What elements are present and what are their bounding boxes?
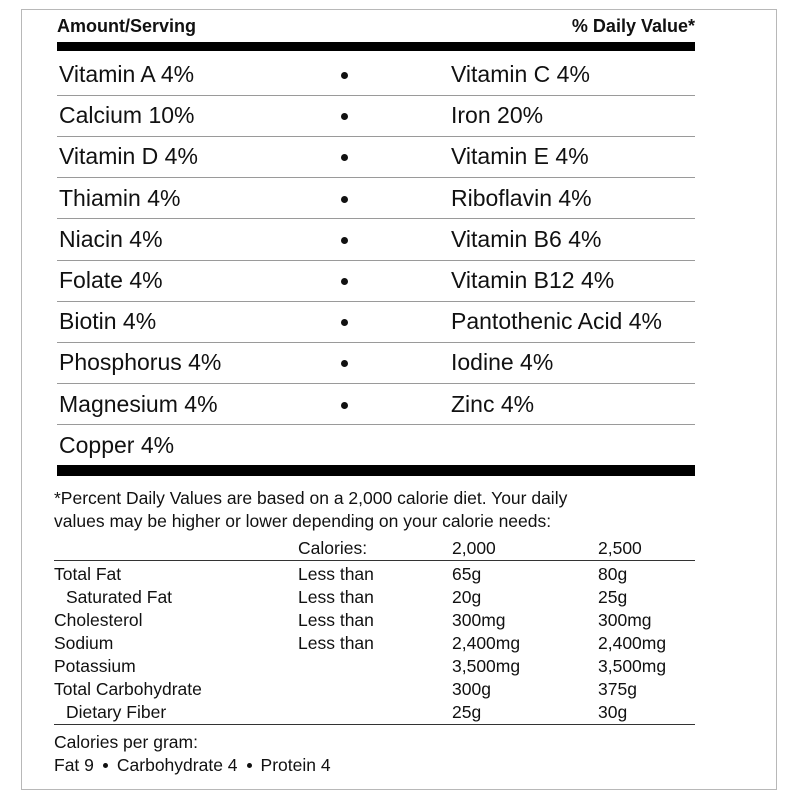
table-row [54,655,704,678]
bullet-icon [341,278,348,285]
nutrient-name: Total Carbohydrate [54,679,202,699]
value-2500: 300mg [598,610,652,630]
nutrient-name: Potassium [54,656,136,676]
vitamin-left-value: Thiamin 4% [59,184,181,211]
vitamin-row [57,301,695,342]
table-row [54,609,704,632]
nutrient-name: Cholesterol [54,610,143,630]
mid-thick-bar [57,465,695,476]
nutrient-qualifier: Less than [298,610,374,630]
vitamin-right-value: Vitamin B6 4% [451,225,602,252]
amount-serving-heading: Amount/Serving [57,16,197,36]
vitamin-right-value: Iron 20% [451,102,544,129]
vitamin-right-value: Pantothenic Acid 4% [451,308,662,335]
footnote-line-2: values may be higher or lower depending on your calorie needs: [54,511,552,531]
vitamin-right-value: Zinc 4% [451,390,535,417]
table-divider-bottom [54,724,695,725]
calories-per-gram-values [54,754,704,777]
vitamin-left-value: Phosphorus 4% [59,349,222,376]
value-2000: 2,400mg [452,633,521,653]
daily-value-footnote [54,487,704,533]
vitamin-right-value: Iodine 4% [451,349,554,376]
bullet-icon [341,360,348,367]
nutrient-name: Saturated Fat [66,587,173,607]
value-2500: 375g [598,679,637,699]
bullet-icon [341,402,348,409]
col-2500-header: 2,500 [598,538,642,558]
bullet-icon [341,154,348,161]
table-divider-top [54,560,695,561]
vitamin-left-value: Vitamin D 4% [59,143,198,170]
nutrient-name: Dietary Fiber [66,702,167,722]
table-row [54,632,704,655]
nutrient-name: Sodium [54,633,114,653]
vitamin-left-value: Magnesium 4% [59,390,218,417]
vitamin-row [57,219,695,260]
value-2000: 3,500mg [452,656,521,676]
table-row [54,701,704,724]
vitamin-row [57,425,695,466]
vitamin-right-value: Vitamin E 4% [451,143,589,170]
bullet-icon [341,237,348,244]
table-row [54,586,704,609]
vitamin-row [57,260,695,301]
bullet-icon [103,763,108,768]
value-2000: 20g [452,587,482,607]
value-2000: 300g [452,679,491,699]
value-2000: 65g [452,564,482,584]
calories-label: Calories: [298,538,368,558]
nutrient-qualifier: Less than [298,564,374,584]
vitamin-left-value: Copper 4% [59,431,175,458]
vitamin-left-value: Niacin 4% [59,225,163,252]
top-thick-bar [57,42,695,51]
value-2000: 25g [452,702,482,722]
value-2500: 2,400mg [598,633,667,653]
fat-per-gram: Fat 9 [54,755,94,775]
col-2000-header: 2,000 [452,538,496,558]
table-row [54,563,704,586]
table-row [54,678,704,701]
nutrient-qualifier: Less than [298,633,374,653]
calories-per-gram-label: Calories per gram: [54,732,198,752]
vitamin-left-value: Folate 4% [59,267,163,293]
bullet-icon [247,763,252,768]
value-2500: 3,500mg [598,656,667,676]
vitamin-right-value: Riboflavin 4% [451,184,592,211]
label-header [57,14,695,40]
nutrient-qualifier: Less than [298,587,374,607]
nutrient-name: Total Fat [54,564,122,584]
vitamin-row [57,342,695,383]
vitamin-left-value: Calcium 10% [59,102,195,129]
vitamin-left-value: Vitamin A 4% [59,61,195,87]
vitamin-left-value: Biotin 4% [59,308,157,335]
value-2500: 25g [598,587,628,607]
daily-value-heading: % Daily Value* [571,16,695,36]
table-header-row [54,537,704,560]
value-2000: 300mg [452,610,506,630]
vitamin-right-value: Vitamin C 4% [451,61,590,87]
bullet-icon [341,72,348,79]
protein-per-gram: Protein 4 [260,755,331,775]
vitamin-row [57,95,695,136]
bullet-icon [341,319,348,326]
vitamin-row [57,384,695,425]
footnote-line-1: *Percent Daily Values are based on a 2,000 calorie diet. Your daily [54,488,568,508]
carb-per-gram: Carbohydrate 4 [116,755,238,775]
vitamin-row [57,54,695,95]
value-2500: 80g [598,564,628,584]
value-2500: 30g [598,702,628,722]
bullet-icon [341,113,348,120]
vitamin-right-value: Vitamin B12 4% [451,267,615,293]
vitamin-row [57,178,695,219]
vitamin-row [57,136,695,177]
bullet-icon [341,196,348,203]
